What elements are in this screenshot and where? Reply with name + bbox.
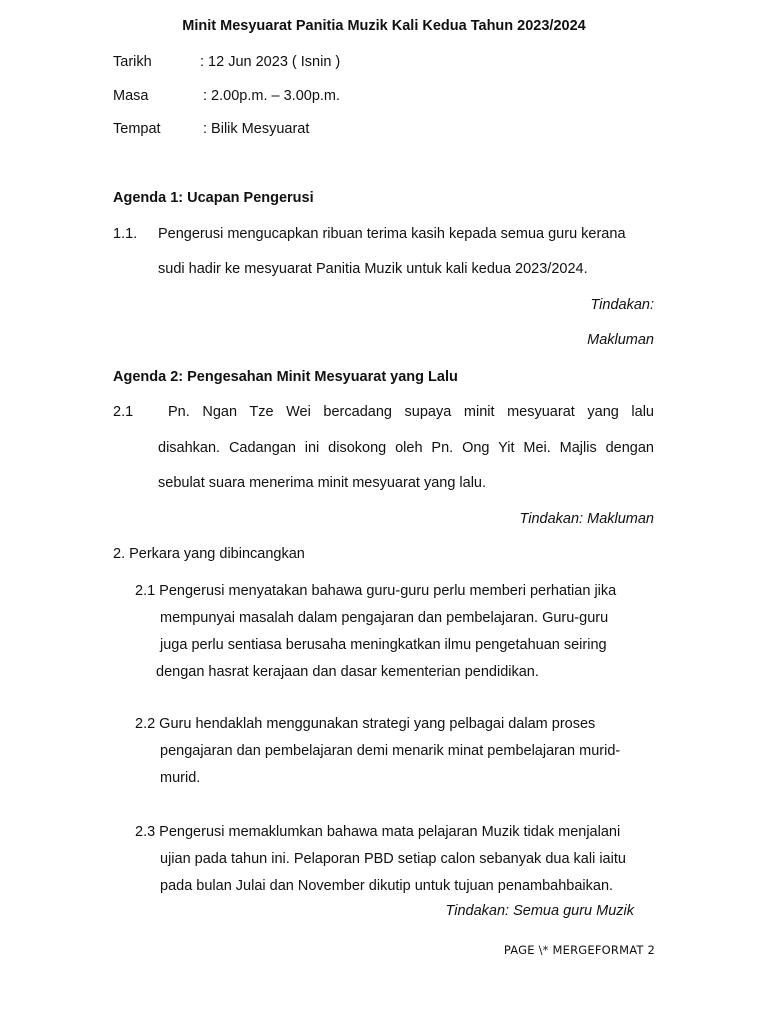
discussion-item-line: pada bulan Julai dan November dikutip untuk tujuan penambahbaikan.	[160, 878, 614, 894]
page-footer: PAGE \* MERGEFORMAT 2	[503, 943, 655, 957]
info-label-time: Masa	[113, 88, 149, 104]
agenda-2-line: sebulat suara menerima minit mesyuarat yang lalu.	[158, 475, 487, 491]
document-title: Minit Mesyuarat Panitia Muzik Kali Kedua Tahun 2023/2024	[182, 18, 586, 34]
agenda-1-action-value: Makluman	[587, 332, 654, 348]
discussion-item-line: 2.1 Pengerusi menyatakan bahawa guru-guru perlu memberi perhatian jika	[135, 583, 617, 599]
info-value-place: : Bilik Mesyuarat	[203, 121, 310, 137]
agenda-2-heading: Agenda 2: Pengesahan Minit Mesyuarat yang Lalu	[113, 369, 458, 385]
discussion-item-line: dengan hasrat kerajaan dan dasar kementerian pendidikan.	[156, 664, 539, 680]
discussion-item-line: juga perlu sentiasa berusaha meningkatkan ilmu pengetahuan seiring	[160, 637, 607, 653]
agenda-1-line: sudi hadir ke mesyuarat Panitia Muzik untuk kali kedua 2023/2024.	[158, 261, 588, 277]
discussion-item-line: pengajaran dan pembelajaran demi menarik minat pembelajaran murid-	[160, 743, 621, 759]
discussion-item-line: 2.2 Guru hendaklah menggunakan strategi yang pelbagai dalam proses	[135, 716, 596, 732]
agenda-1-item-number: 1.1.	[113, 226, 138, 242]
agenda-1-heading: Agenda 1: Ucapan Pengerusi	[113, 190, 314, 206]
discussion-item-line: ujian pada tahun ini. Pelaporan PBD setiap calon sebanyak dua kali iaitu	[160, 851, 626, 867]
discussion-item-line: mempunyai masalah dalam pengajaran dan pembelajaran. Guru-guru	[160, 610, 609, 626]
agenda-1-line: Pengerusi mengucapkan ribuan terima kasih kepada semua guru kerana	[158, 226, 626, 242]
agenda-2-line: Pn. Ngan Tze Wei bercadang supaya minit mesyuarat yang lalu	[168, 404, 654, 420]
info-value-time: : 2.00p.m. – 3.00p.m.	[203, 88, 341, 104]
discussion-item-line: 2.3 Pengerusi memaklumkan bahawa mata pelajaran Muzik tidak menjalani	[135, 824, 621, 840]
agenda-2-line: disahkan. Cadangan ini disokong oleh Pn. Ong Yit Mei. Majlis dengan	[158, 440, 654, 456]
discussion-item-action: Tindakan: Semua guru Muzik	[445, 903, 634, 919]
info-value-date: : 12 Jun 2023 ( Isnin )	[200, 54, 341, 70]
agenda-1-action-label: Tindakan:	[590, 297, 654, 313]
agenda-2-item-number: 2.1	[113, 404, 134, 420]
section-2-heading: 2. Perkara yang dibincangkan	[113, 546, 305, 562]
agenda-2-action: Tindakan: Makluman	[519, 511, 654, 527]
info-label-date: Tarikh	[113, 54, 152, 70]
discussion-item-line: murid.	[160, 770, 201, 786]
info-label-place: Tempat	[113, 121, 161, 137]
